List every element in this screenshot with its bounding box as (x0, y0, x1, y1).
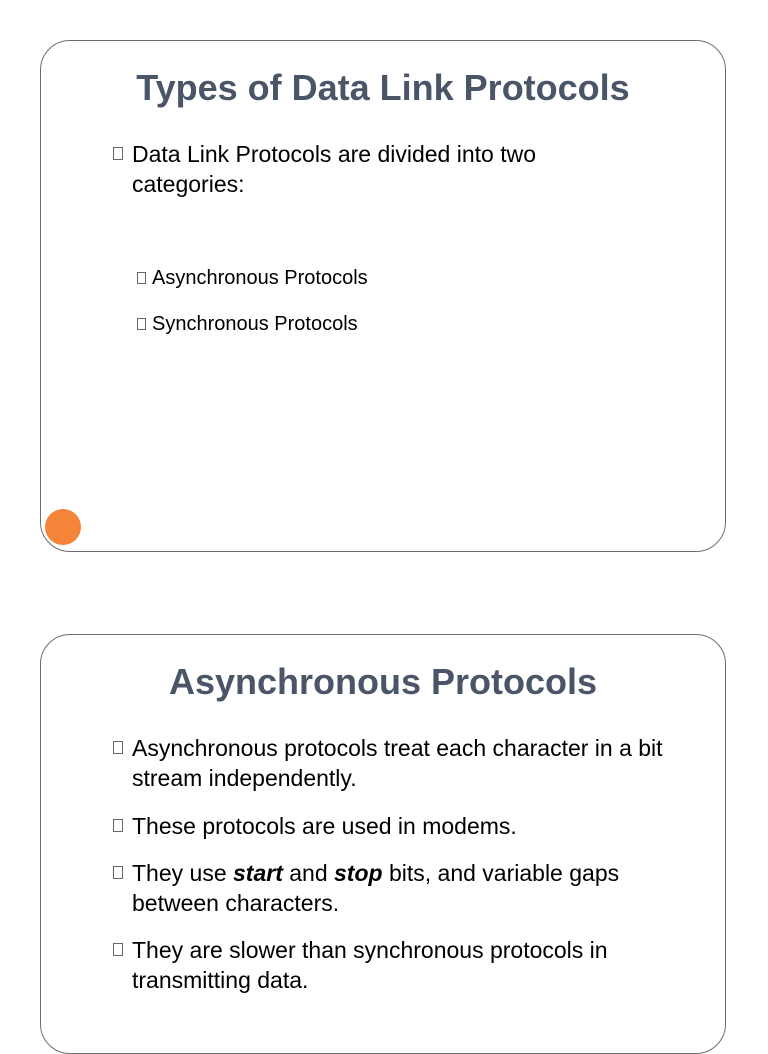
emphasis-stop: stop (334, 860, 383, 886)
sub-item-asynchronous: Asynchronous Protocols (152, 267, 368, 289)
slide-title: Types of Data Link Protocols (136, 67, 630, 108)
bullet-text: These protocols are used in modems. (132, 813, 517, 839)
bullet-text: They are slower than synchronous protocols in transmitting data. (132, 937, 608, 993)
bullet-box-icon (137, 272, 146, 284)
bullet-text: Data Link Protocols are divided into two categories: (132, 141, 536, 197)
bullet-box-icon (113, 741, 123, 754)
bullet-text-post: bits, and variable gaps between characters. (132, 860, 620, 916)
bullet-text: Asynchronous protocols treat each character in a bit stream independently. (132, 735, 663, 791)
list-item (113, 733, 693, 793)
bullet-list (113, 733, 693, 995)
slide-title: Asynchronous Protocols (168, 661, 598, 702)
bullet-box-icon (113, 147, 123, 160)
bullet-box-icon (113, 866, 123, 879)
slide-types-of-protocols (40, 40, 726, 552)
bullet-text-mid: and (282, 860, 335, 886)
bullet-text-pre: They use (132, 860, 233, 886)
slide-asynchronous-protocols (40, 634, 726, 1054)
sub-bullet-list (137, 265, 557, 337)
list-item (113, 858, 693, 918)
list-item (113, 811, 693, 841)
list-item (113, 139, 583, 199)
bullet-list (113, 139, 583, 199)
emphasis-start: start (233, 860, 283, 886)
bullet-box-icon (113, 943, 123, 956)
sub-item-synchronous: Synchronous Protocols (152, 313, 358, 335)
list-item (137, 311, 557, 337)
bullet-box-icon (137, 318, 146, 330)
accent-circle-icon (45, 509, 81, 545)
list-item (137, 265, 557, 291)
bullet-box-icon (113, 819, 123, 832)
list-item (113, 935, 693, 995)
